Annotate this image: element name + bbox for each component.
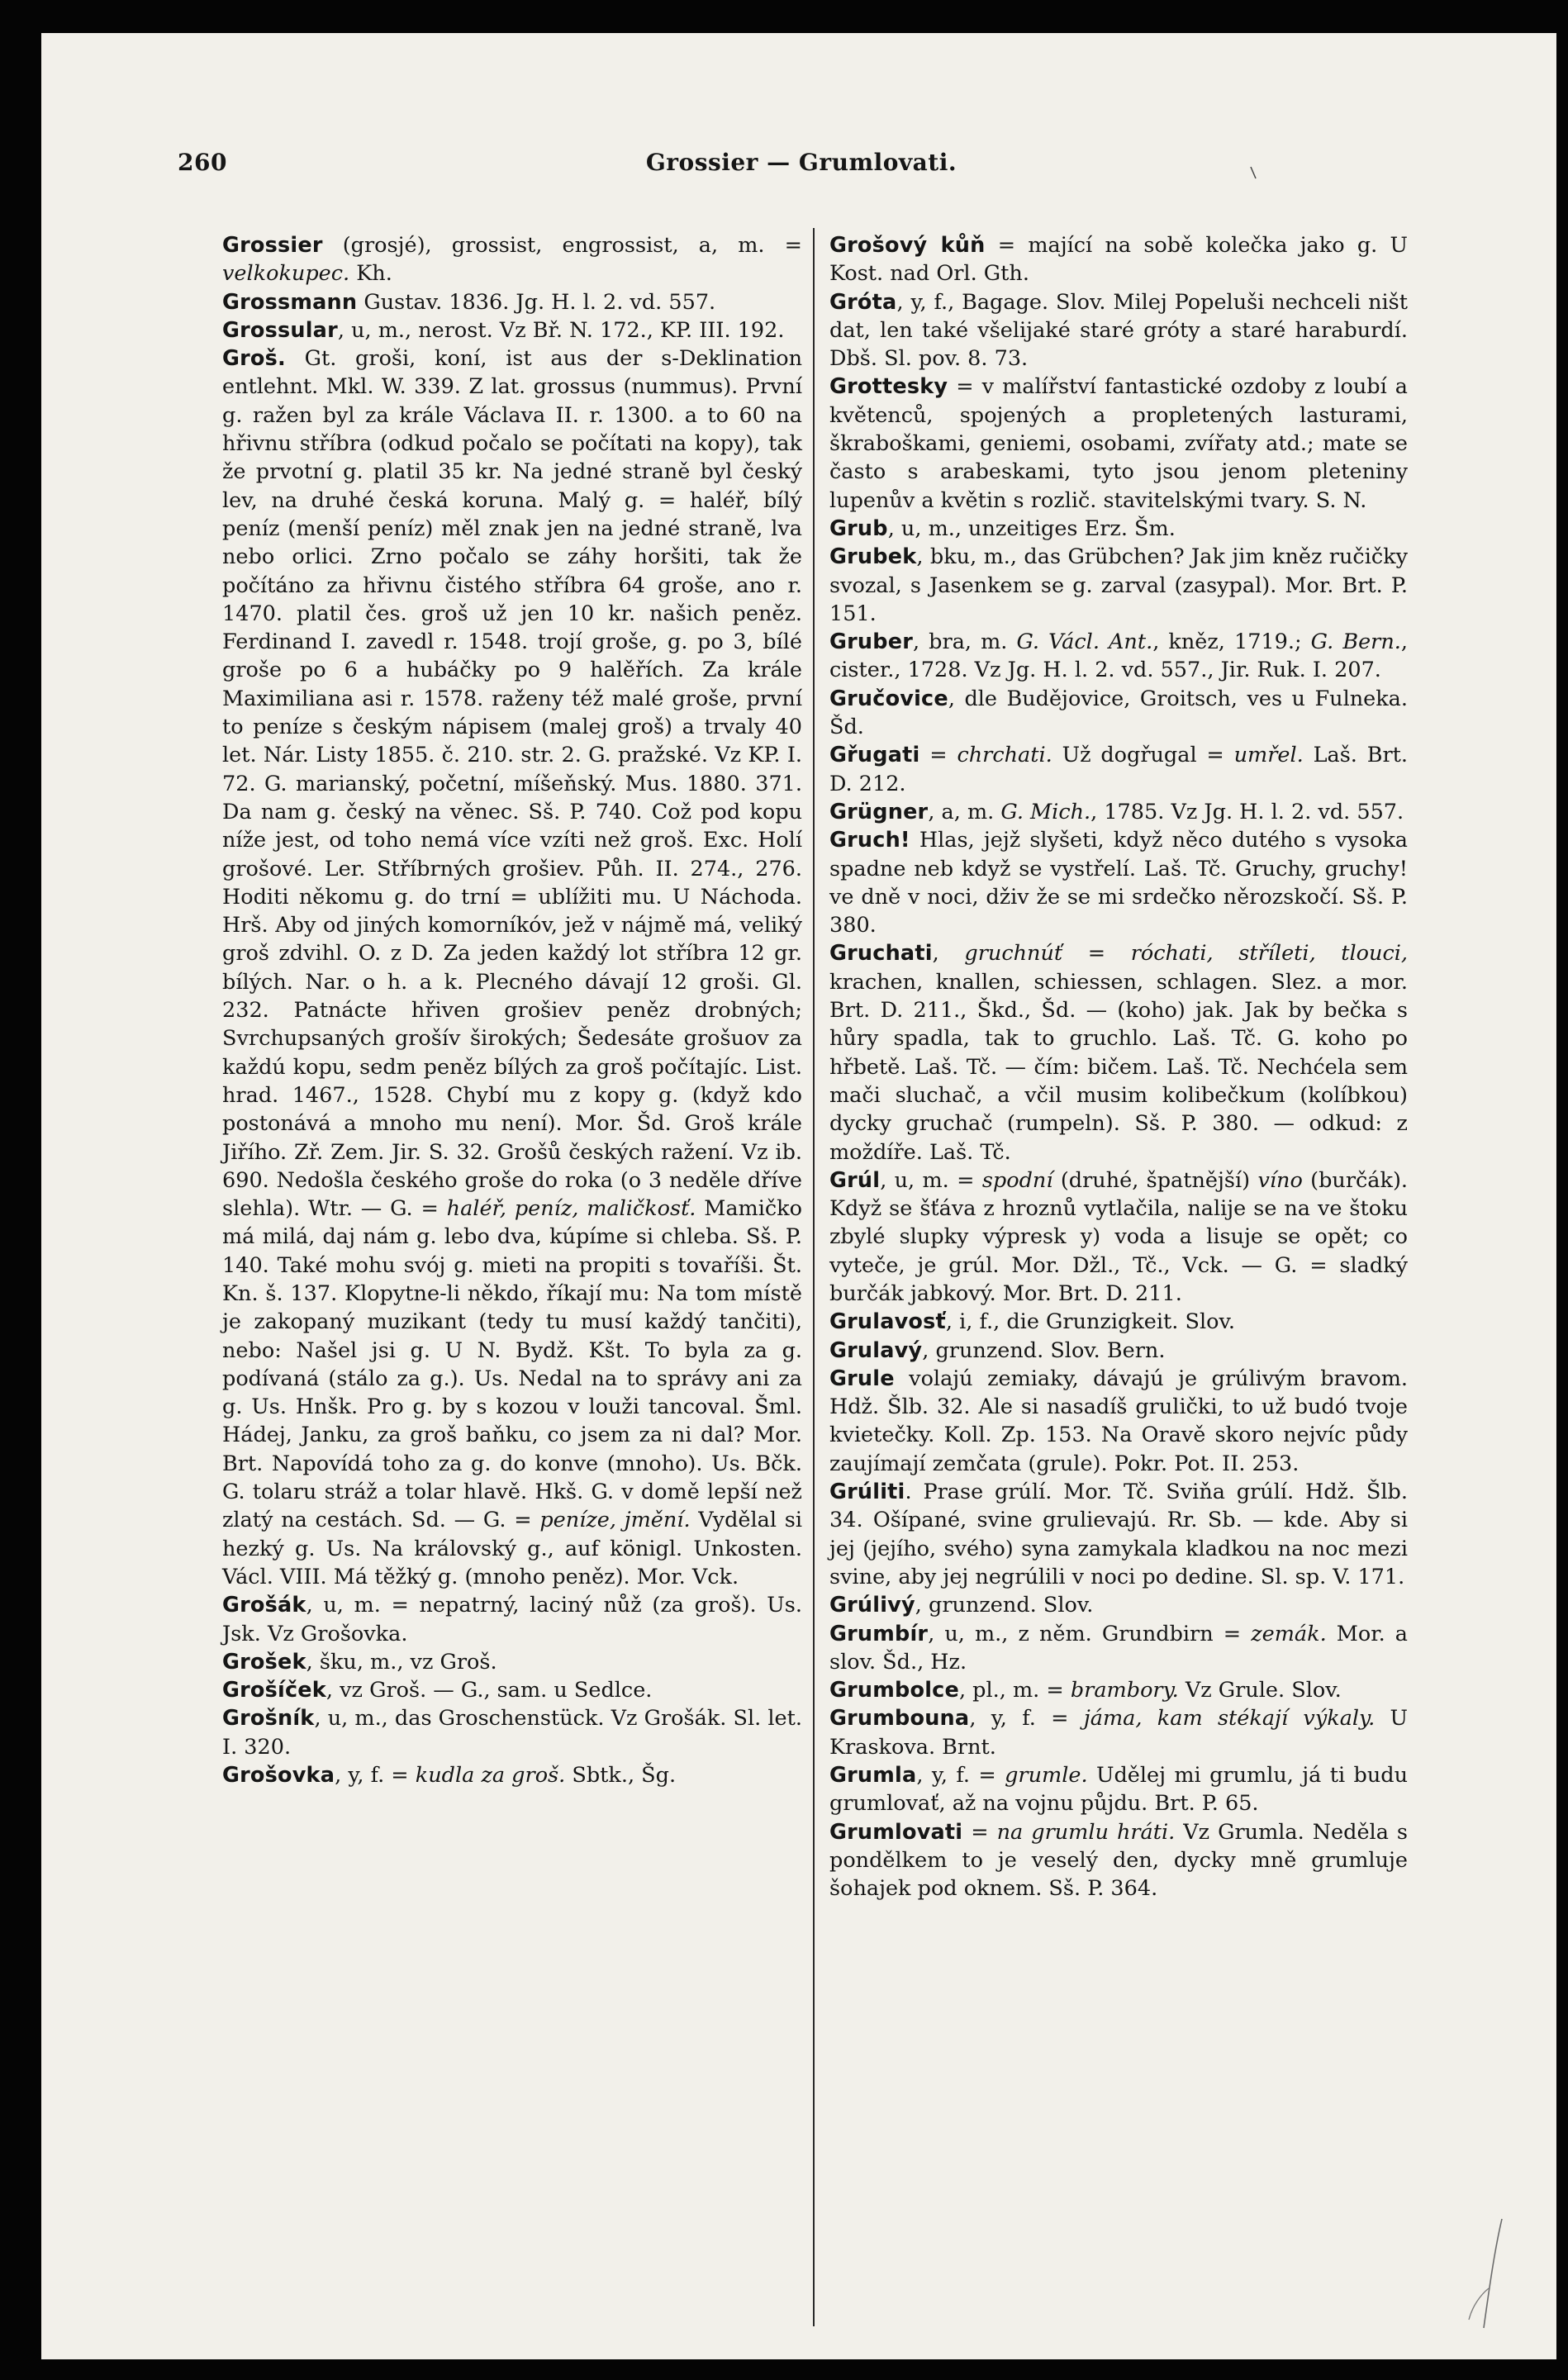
entry-text: Mor. a slov. Šd., Hz. [829,1621,1408,1675]
dictionary-entry [829,1365,1408,1478]
entry-headword: Grúliti [829,1480,905,1505]
dictionary-entry [829,1676,1408,1704]
entry-headword: Gruch! [829,828,910,853]
entry-headword: Grubek [829,544,917,570]
entry-headword: Gruchati [829,941,933,967]
entry-text: , i, f., die Grunzigkeit. Slov. [945,1309,1235,1335]
dictionary-entry [829,373,1408,514]
dictionary-entry [829,1478,1408,1591]
entry-headword: Grossmann [222,289,358,315]
dictionary-entry [829,798,1408,826]
dictionary-entry [829,685,1408,742]
entry-headword: Grošek [222,1649,306,1675]
entry-gloss: grumle. [1005,1763,1088,1789]
entry-text: . Prase grúlí. Mor. Tč. Sviňa grúlí. Hdž. Šlb. 34. Ošípané, svine grulievajú. Rr. Sb. — kde. Aby si jej (jejího, svého) syna zamykala kladkou na noc mezi svine, aby jej negrúlili v noci po dedine. Sl. sp. V. 171. [829,1480,1408,1589]
entry-text: krachen, knallen, schiessen, schlagen. Slez. a mor. Brt. D. 211., Škd., Šd. — (koho) jak. Jak by bečka s hůry spadla, tak to gruchlo. Laš. Tč. G. koho po hřbetě. Laš. Tč. — čím: bičem. Laš. Tč. Nechćela sem mači sluchač, a včil musim kolibečkum (kolíbkou) dycky gruchač (rumpeln). Sš. P. 380. — odkud: z moždíře. Laš. Tč. [829,969,1408,1165]
entry-text: Gustav. 1836. Jg. H. l. 2. vd. 557. [357,289,716,315]
dictionary-entry [829,1166,1408,1308]
entry-text: Kh. [349,261,392,287]
entry-headword: Grumbír [829,1621,929,1646]
entry-gloss: kudla za groš. [415,1763,566,1789]
dictionary-entry [829,1337,1408,1365]
dictionary-entry [829,741,1408,798]
entry-gloss: na grumlu hráti. [996,1819,1176,1845]
dictionary-entry [829,628,1408,685]
entry-headword: Grošový kůň [829,233,986,258]
entry-headword: Grossier [222,233,323,258]
dictionary-entry [222,231,802,288]
entry-text: , [932,941,965,967]
entry-text: , y, f. = [335,1763,416,1789]
dictionary-entry [829,939,1408,1166]
entry-text: Sbtk., Šg. [565,1763,677,1789]
entry-text: , 1785. Vz Jg. H. l. 2. vd. 557. [1090,799,1404,824]
entry-text: Vydělal si hezký g. Us. Na královský g., auf königl. Unkosten. Václ. VIII. Má těžký g. (mnoho peněz). Mor. Vck. [222,1508,803,1589]
entry-headword: Groš. [222,346,286,372]
column-divider [813,228,815,2326]
entry-text: Udělej mi grumlu, já ti budu grumlovať, až na vojnu půjdu. Brt. P. 65. [829,1763,1408,1817]
entry-text: , u, m., unzeitiges Erz. Šm. [887,515,1176,541]
entry-text: U Kraskova. Brnt. [829,1706,1409,1760]
entry-text: , grunzend. Slov. Bern. [922,1337,1166,1363]
dictionary-entry [829,288,1408,373]
entry-gloss: víno [1257,1167,1303,1193]
entry-headword: Grumlovati [829,1819,963,1845]
dictionary-entry [829,231,1408,288]
entry-text: , u, m. = nepatrný, laciný nůž (za groš). Us. Jsk. Vz Grošovka. [222,1593,802,1646]
entry-text: , u, m., nerost. Vz Bř. N. 172., KP. III. 192. [337,317,785,343]
entry-text: , cister., 1728. Vz Jg. H. l. 2. vd. 557., Jir. Ruk. I. 207. [829,629,1408,683]
entry-text: , grunzend. Slov. [915,1593,1094,1618]
entry-text: (burčák). Když se šťáva z hroznů vytlačila, nalije se na ve štoku zbylé slupky výpresk y) voda a lisuje se opět; co vyteče, je grúl. Mor. Džl., Tč., Vck. — G. = sladký burčák jabkový. Mor. Brt. D. 211. [829,1167,1409,1306]
entry-headword: Grule [829,1366,895,1391]
entry-text: , bra, m. [912,629,1017,655]
entry-text: Hlas, jejž slyšeti, když něco dutého s vysoka spadne neb když se vystřelí. Laš. Tč. Gruchy, gruchy! ve dně v noci, dživ že se mi srdečko něrozskočí. Sš. P. 380. [829,828,1408,938]
stray-mark [1249,165,1259,182]
entry-headword: Grossular [222,317,338,343]
entry-text: = [919,743,957,768]
dictionary-entry [829,1591,1408,1619]
entry-headword: Grošovka [222,1763,335,1789]
entry-headword: Gručovice [829,686,948,711]
entry-headword: Grošák [222,1593,306,1618]
entry-text: Vz Grumla. Neděla s pondělkem to je veselý den, dycky mně grumluje šohajek pod oknem. Sš. P. 364. [829,1819,1408,1902]
entry-gloss: umřel. [1233,743,1304,768]
entry-text: , u, m. = [880,1167,982,1193]
entry-headword: Grulavosť [829,1309,946,1335]
entry-text: (grosjé), grossist, engrossist, a, m. = [322,233,802,258]
entry-headword: Grošíček [222,1678,326,1703]
entry-headword: Grub [829,515,888,541]
entry-text: , a, m. [928,799,1001,824]
dictionary-entry [222,1704,802,1761]
running-head [178,149,1425,185]
entry-text: , y, f. = [916,1763,1005,1789]
entry-headword: Gruber [829,629,913,655]
entry-gloss: jáma, kam stékají výkaly. [1083,1706,1376,1732]
entry-headword: Grumbolce [829,1678,959,1703]
entry-text: = v malířství fantastické ozdoby z loubí a květenců, spojených a propletených lasturami, škraboškami, geniemi, osobami, zvířaty atd.; mate se často s arabeskami, tyto jsou jenom pleteniny lupenův a květin s rozlič. stavitelskými tvary. S. N. [829,374,1408,513]
entry-gloss: G. Bern. [1310,629,1401,655]
dictionary-entry [222,344,802,1591]
entry-text: , šku, m., vz Groš. [306,1649,497,1675]
entry-gloss: velkokupec. [222,261,350,287]
entry-text: , dle Budějovice, Groitsch, ves u Fulneka. Šd. [829,686,1408,740]
entry-headword: Gřugati [829,743,920,768]
pencil-annotation [1454,2214,1520,2338]
entry-text: Mamičko má milá, daj nám g. lebo dva, kúpíme si chleba. Sš. P. 140. Také mohu svój g. mieti na propiti s tovaříši. Št. Kn. š. 137. Klopytne-li někdo, říkají mu: Na tom místě je zakopaný muzikant (tedy tu musí každý tančiti), nebo: Našel jsi g. U N. Bydž. Kšt. To byla za g. podívaná (stálo za g.). Us. Nedal na to správy ani za g. Us. Hnšk. Pro g. by s kozou v louži tancoval. Šml. Hádej, Janku, za groš baňku, co jsem za ni dal? Mor. Brt. Napovídá toho za g. do konve (mnoho). Us. Bčk. G. tolaru stráž a tolar hlavě. Hkš. G. v domě lepší než zlatý na cestách. Sd. — G. = [222,1196,802,1533]
dictionary-entry [829,1761,1408,1818]
entry-gloss: spodní [981,1167,1053,1193]
entry-headword: Grúlivý [829,1593,915,1618]
entry-text: , u, m., z něm. Grundbirn = [928,1621,1252,1646]
dictionary-entry [222,316,802,344]
entry-headword: Gróta [829,289,897,315]
entry-gloss: gruchnúť = róchati, stříleti, tlouci, [964,941,1409,967]
entry-text: , y, f. = [969,1706,1084,1732]
entry-headword: Grošník [222,1706,315,1732]
entry-headword: Grulavý [829,1337,923,1363]
entry-text: , bku, m., das Grübchen? Jak jim kněz ručičky svozal, s Jasenkem se g. zarval (zasypal). Mor. Brt. P. 151. [829,544,1408,626]
entry-text: Vz Grule. Slov. [1178,1678,1342,1703]
entry-text: (druhé, špatnější) [1052,1167,1258,1193]
dictionary-entry [222,1591,802,1648]
entry-gloss: G. Mich. [1000,799,1091,824]
entry-text: , vz Groš. — G., sam. u Sedlce. [325,1678,653,1703]
page-number: 260 [178,149,227,176]
entry-gloss: brambory. [1070,1678,1179,1703]
entry-text: , u, m., das Groschenstück. Vz Grošák. Sl. let. I. 320. [222,1706,802,1760]
entry-text: Gt. groši, koní, ist aus der s-Deklination entlehnt. Mkl. W. 339. Z lat. grossus (nummus). První g. ražen byl za krále Václava II. r. 1300. a to 60 na hřivnu stříbra (odkud počalo se počítati na kopy), tak že prvotní g. platil 35 kr. Na jedné straně byl český lev, na druhé česká koruna. Malý g. = haléř, bílý peníz (menší peníz) měl znak jen na jedné straně, lva nebo orlici. Zrno počalo se záhy horšiti, tak že počítáno za hřivnu čistého stříbra 64 groše, ano r. 1470. platil čes. groš už jen 10 kr. našich peněz. Ferdinand I. zavedl r. 1548. trojí groše, g. po 3, bílé groše po 6 a hubáčky po 9 halěřích. Za krále Maximiliana asi r. 1578. raženy též malé groše, první to peníze s českým nápisem (malej groš) a trvaly 40 let. Nár. Listy 1855. č. 210. str. 2. G. pražské. Vz KP. I. 72. G. marianský, početní, míšeňský. Mus. 1880. 371. Da nam g. český na věnec. Sš. P. 740. Což pod kopu níže jest, od toho nemá více vzíti než groš. Exc. Holí grošové. Ler. Stříbrných grošiev. Půh. II. 274., 276. Hoditi někomu g. do trní = ublížiti mu. U Náchoda. Hrš. Aby od jiných komorníkóv, jež v nájmě má, veliký groš zdvihl. O. z D. Za jeden každý lot stříbra 12 gr. bílých. Nar. o h. a k. Plecného dávají 12 groši. Gl. 232. Patnácte hřiven grošiev peněz drobných; Svrchupsaných grošív širokých; Šedesáte grošuov za každú kopu, sedm peněz bílých za groš počítajíc. List. hrad. 1467., 1528. Chybí mu z kopy g. (když kdo postonává a mnoho mu není). Mor. Šd. Groš krále Jiřího. Zř. Zem. Jir. S. 32. Grošů českých ražení. Vz ib. 690. Nedošla českého groše do roka (o 3 neděle dříve slehla). Wtr. — G. = [222,346,802,1222]
entry-text: Laš. Brt. D. 212. [829,743,1409,796]
left-column [222,231,802,1789]
entry-gloss: chrchati. [957,743,1052,768]
right-column [829,231,1408,1903]
entry-text: = [962,1819,997,1845]
entry-text: Už dogřugal = [1052,743,1234,768]
page-title: Grossier — Grumlovati. [645,149,957,176]
dictionary-entry [829,1620,1408,1677]
entry-headword: Grumla [829,1763,917,1789]
dictionary-entry [829,826,1408,939]
entry-text: , pl., m. = [958,1678,1071,1703]
dictionary-entry [829,1704,1408,1761]
dictionary-page [41,33,1556,2359]
entry-gloss: peníze, jmění. [539,1508,691,1533]
entry-text: , y, f., Bagage. Slov. Milej Popeluši nechceli ništ dat, len také všelijaké staré gróty a staré haraburdí. Dbš. Sl. pov. 8. 73. [829,289,1408,372]
entry-text: , kněz, 1719.; [1152,629,1311,655]
dictionary-entry [222,1676,802,1704]
entry-headword: Grúl [829,1167,881,1193]
entry-gloss: zemák. [1251,1621,1327,1646]
dictionary-entry [222,288,802,316]
entry-text: volajú zemiaky, dávajú je grúlivým bravom. Hdž. Šlb. 32. Ale si nasadíš grulički, to už budó tvoje kvietečky. Koll. Zp. 153. Na Oravě skoro nejvíc půdy zaujímají zemčata (grule). Pokr. Pot. II. 253. [829,1366,1408,1476]
dictionary-entry [222,1761,802,1789]
dictionary-entry [829,515,1408,543]
dictionary-entry [829,1818,1408,1903]
entry-headword: Grumbouna [829,1706,970,1732]
dictionary-entry [829,1308,1408,1336]
entry-text: = mající na sobě kolečka jako g. U Kost. nad Orl. Gth. [829,233,1408,287]
dictionary-entry [829,543,1408,628]
entry-gloss: haléř, peníz, maličkosť. [446,1196,696,1222]
entry-headword: Grottesky [829,374,948,400]
entry-headword: Grügner [829,799,929,824]
dictionary-entry [222,1648,802,1676]
entry-gloss: G. Václ. Ant. [1016,629,1153,655]
